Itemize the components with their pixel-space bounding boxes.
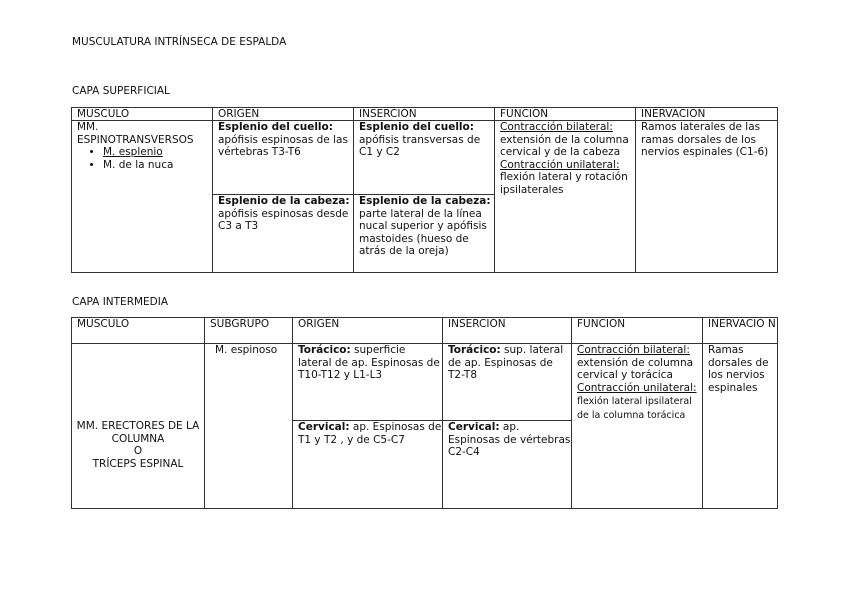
cell-insercion: Cervical: ap. Espinosas de vértebras C2-C4 — [443, 421, 572, 509]
cell-musculo — [72, 121, 213, 273]
header-musculo: MÚSCULO — [72, 318, 205, 344]
cell-origen: Torácico: superficie lateral de ap. Espinosas de T10-T12 y L1-L3 — [293, 344, 443, 421]
section-heading-intermedia: CAPA INTERMEDIA — [72, 296, 169, 308]
header-subgrupo: SUBGRUPO — [205, 318, 293, 344]
muscle-group-or: O — [133, 445, 143, 458]
muscle-group-name: MM. ESPINOTRANSVERSOS — [77, 121, 194, 146]
header-funcion: FUNCIÓN — [572, 318, 703, 344]
header-insercion: INSERCIÓN — [354, 108, 495, 121]
cell-insercion: Esplenio de la cabeza: parte lateral de la línea nucal superior y apófisis mastoides (hueso de atrás de la oreja) — [354, 195, 495, 273]
table-header-row — [72, 318, 778, 344]
table-row — [72, 344, 778, 421]
muscle-group-name: MM. ERECTORES DE LA COLUMNA — [76, 420, 200, 445]
header-funcion: FUNCIÓN — [495, 108, 636, 121]
section-heading-superficial: CAPA SUPERFICIAL — [72, 85, 170, 97]
list-item: • M. esplenio — [103, 146, 212, 159]
document-title: MUSCULATURA INTRÍNSECA DE ESPALDA — [72, 36, 287, 48]
list-item: • M. de la nuca — [103, 159, 212, 172]
table-header-row — [72, 108, 778, 121]
header-origen: ORIGEN — [213, 108, 354, 121]
cell-inervacion: Ramos laterales de las ramas dorsales de los nervios espinales (C1-6) — [636, 121, 778, 273]
cell-inervacion: Ramas dorsales de los nervios espinales — [703, 344, 778, 509]
header-inervacion: INERVACIÓ N — [703, 318, 778, 344]
cell-funcion: Contracción bilateral: extensión de la columna cervical y de la cabeza Contracción unilateral: flexión lateral y rotación ipsilaterales — [495, 121, 636, 273]
muscle-list — [77, 146, 212, 171]
table-capa-intermedia — [71, 317, 778, 509]
cell-insercion: Torácico: sup. lateral de ap. Espinosas de T2-T8 — [443, 344, 572, 421]
cell-insercion: Esplenio del cuello: apófisis transversas de C1 y C2 — [354, 121, 495, 195]
cell-origen: Cervical: ap. Espinosas de T1 y T2 , y de C5-C7 — [293, 421, 443, 509]
cell-funcion: Contracción bilateral: extensión de columna cervical y torácica Contracción unilateral: flexión lateral ipsilateral de la columna torácica — [572, 344, 703, 509]
cell-origen: Esplenio de la cabeza: apófisis espinosas desde C3 a T3 — [213, 195, 354, 273]
header-insercion: INSERCIÓN — [443, 318, 572, 344]
cell-musculo — [72, 344, 205, 509]
header-origen: ORIGEN — [293, 318, 443, 344]
table-capa-superficial — [71, 107, 778, 273]
muscle-group-alt-name: TRÍCEPS ESPINAL — [92, 457, 184, 470]
table-row — [72, 121, 778, 195]
cell-subgrupo: M. espinoso — [205, 344, 293, 509]
header-inervacion: INERVACIÓN — [636, 108, 778, 121]
cell-origen: Esplenio del cuello: apófisis espinosas de las vértebras T3-T6 — [213, 121, 354, 195]
header-musculo: MÚSCULO — [72, 108, 213, 121]
